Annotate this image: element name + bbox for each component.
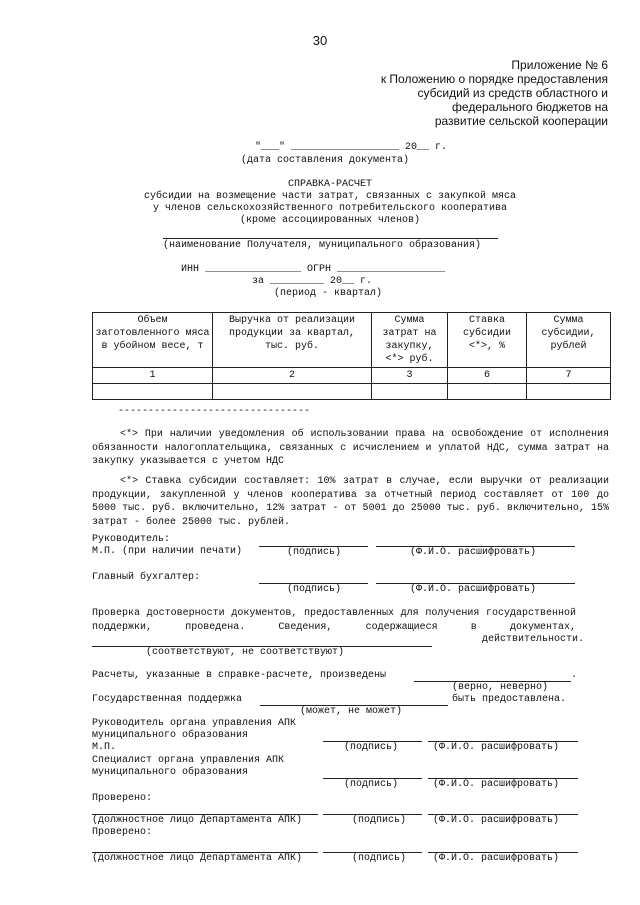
calc-end: . [571,670,578,681]
head-label: Руководитель: [92,534,171,545]
title-line-2: субсидии на возмещение части затрат, связанных с закупкой мяса [143,191,517,202]
sign-caption: (подпись) [352,853,407,864]
table-header-row [93,313,611,368]
apk-head-label-2: муниципального образования [92,730,249,741]
date-line: "___" __________________ 20__ г. [255,142,448,153]
sign-caption: (подпись) [344,779,399,790]
fio-caption: (Ф.И.О. расшифровать) [410,547,537,558]
document-title: СПРАВКА-РАСЧЕТ [287,179,372,190]
footnote-2: <*> Ставка субсидии составляет: 10% затрат в случае, если выручки от реализации продукции, закупленной у членов кооператива за отчетный период составляет от 100 до 5000 тыс. руб. включительно, 12% затрат - от 5001 до 25000 тыс. руб. включительно, 15% затрат - более 25000 тыс. рублей. [92,476,609,528]
sign-caption: (подпись) [287,547,342,558]
official-caption: (должностное лицо Департамента АПК) [92,815,303,826]
period-caption: (период - квартал) [274,288,383,299]
calc-caption: (верно, неверно) [452,682,549,693]
table-row [93,384,611,400]
apk-spec-label: Специалист органа управления АПК [92,755,285,766]
table-cell [527,384,611,400]
fio-caption: (Ф.И.О. расшифровать) [410,584,537,595]
sign-caption: (подпись) [344,742,399,753]
calc-text: Расчеты, указанные в справке-расчете, произведены [92,670,387,681]
title-line-4: (кроме ассоциированных членов) [239,215,421,226]
fio-caption: (Ф.И.О. расшифровать) [433,779,560,790]
table-cell [93,384,213,400]
appendix-line-3: субсидий из средств областного и [417,86,608,100]
fio-caption: (Ф.И.О. расшифровать) [433,742,560,753]
conform-caption: (соответствуют, не соответствуют) [146,647,345,658]
header-revenue: Выручка от реализации продукции за квартал, тыс. руб. [213,313,372,368]
header-subsidy-sum: Сумма субсидии, рублей [527,313,611,368]
recipient-caption: (наименование Получателя, муниципального образования) [163,240,482,251]
support-text: Государственная поддержка [92,694,243,705]
page-number: 30 [312,33,328,48]
inn-ogrn-line: ИНН ________________ ОГРН __________________ [181,264,446,275]
column-number: 3 [372,368,448,384]
title-line-3: у членов сельскохозяйственного потребительского кооператива [152,203,508,214]
support-tail: быть предоставлена. [452,694,567,705]
date-caption: (дата составления документа) [241,155,410,166]
subsidy-table [92,312,611,400]
support-caption: (может, не может) [300,706,403,717]
verification-text: Проверка достоверности документов, предоставленных для получения государственной поддержки, проведена. Сведения, содержащиеся в документах, [92,608,576,633]
footnote-separator: -------------------------------- [118,406,311,417]
appendix-line-4: федерального бюджетов на [452,100,608,114]
column-number: 1 [93,368,213,384]
header-rate: Ставка субсидии <*>, % [448,313,527,368]
table-number-row [93,368,611,384]
apk-mp-label: М.П. [92,742,117,753]
checked-label: Проверено: [92,827,153,838]
table-cell [448,384,527,400]
column-number: 2 [213,368,372,384]
sign-caption: (подпись) [352,815,407,826]
appendix-line-1: Приложение № 6 [511,58,608,72]
appendix-line-5: развитие сельской кооперации [434,114,608,128]
fio-caption: (Ф.И.О. расшифровать) [433,853,560,864]
sign-caption: (подпись) [287,584,342,595]
accountant-label: Главный бухгалтер: [92,572,201,583]
table-cell [372,384,448,400]
checked-label: Проверено: [92,793,153,804]
header-meat-volume: Объем заготовленного мяса в убойном весе, т [93,313,213,368]
column-number: 6 [448,368,527,384]
fio-caption: (Ф.И.О. расшифровать) [433,815,560,826]
column-number: 7 [527,368,611,384]
official-caption: (должностное лицо Департамента АПК) [92,853,303,864]
table-cell [213,384,372,400]
apk-head-label: Руководитель органа управления АПК [92,718,297,729]
header-costs: Сумма затрат на закупку, <*> руб. [372,313,448,368]
period-line: за _________ 20__ г. [252,276,373,287]
stamp-label: М.П. (при наличии печати) [92,546,243,557]
apk-spec-label-2: муниципального образования [92,767,249,778]
recipient-underline [163,238,498,239]
validity-tail: действительности. [482,634,585,645]
footnote-1: <*> При наличии уведомления об использовании права на освобождение от исполнения обязанности налогоплательщика, связанных с исчислением и уплатой НДС, сумма затрат на закупку указывается с учетом НДС [92,429,609,467]
appendix-line-2: к Положению о порядке предоставления [380,72,608,86]
